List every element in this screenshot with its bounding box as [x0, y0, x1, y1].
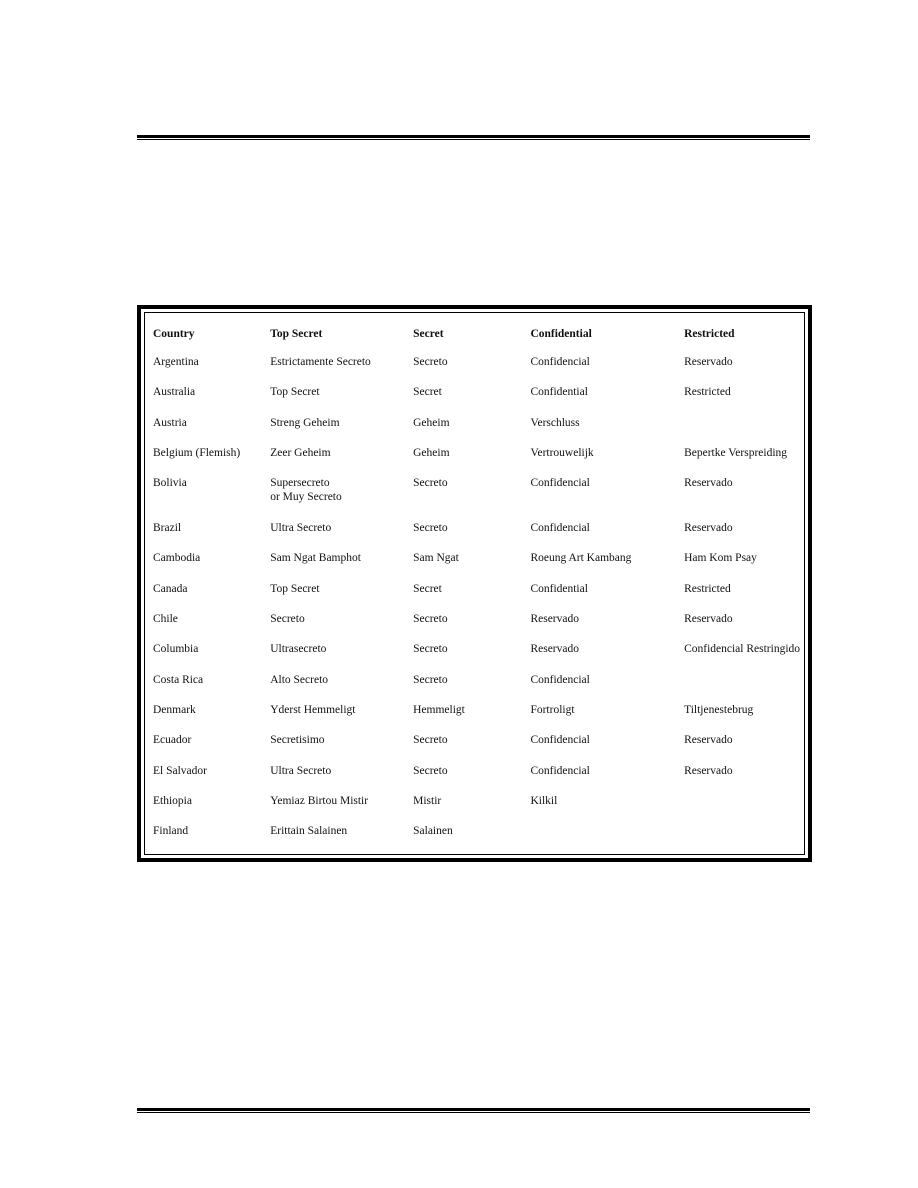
cell-line-1: Supersecreto — [270, 477, 330, 490]
table-cell: Reservado — [684, 734, 733, 747]
table-cell: Secreto — [270, 613, 305, 626]
header-country: Country — [153, 328, 195, 340]
table-header-row — [153, 323, 804, 355]
table-cell: Brazil — [153, 522, 182, 535]
table-cell: Belgium (Flemish) — [153, 446, 241, 459]
table-cell: Confidential — [530, 582, 588, 595]
table-cell: Finland — [153, 825, 189, 838]
table-cell: Secreto — [413, 673, 448, 686]
table-row — [153, 733, 804, 763]
table-cell: Geheim — [413, 446, 450, 459]
table-cell: Streng Geheim — [270, 416, 340, 429]
table-row — [153, 673, 804, 703]
table-cell: Reservado — [684, 477, 733, 490]
table-cell: Top Secret — [270, 582, 320, 595]
table-cell: Secreto — [413, 477, 448, 490]
table-cell: Yderst Hemmeligt — [270, 703, 356, 716]
table-cell: Argentina — [153, 356, 199, 368]
table-cell: Secreto — [413, 356, 448, 368]
table-cell: Confidential — [530, 386, 588, 399]
table-cell: Hemmeligt — [413, 703, 465, 716]
top-rule — [137, 135, 810, 140]
table-row — [153, 476, 804, 521]
table-cell: Roeung Art Kambang — [530, 552, 632, 565]
table-row — [153, 703, 804, 733]
table-cell: Restricted — [684, 386, 731, 399]
table-cell: Geheim — [413, 416, 450, 429]
table-cell: Sam Ngat — [413, 552, 459, 565]
table-cell: Salainen — [413, 825, 453, 838]
table-cell: Australia — [153, 386, 196, 399]
table-cell — [270, 476, 413, 521]
table-cell: Kilkil — [530, 794, 558, 807]
table-cell: Confidencial — [530, 477, 590, 490]
table-cell: Erittain Salainen — [270, 825, 348, 838]
table-cell — [684, 824, 804, 854]
table-cell: Secreto — [413, 522, 448, 535]
classification-table — [153, 323, 804, 854]
table-cell: Ultra Secreto — [270, 522, 332, 535]
table-cell: Zeer Geheim — [270, 446, 331, 459]
table-cell: Reservado — [530, 613, 579, 626]
table-cell: Secreto — [413, 764, 448, 777]
table-cell: Chile — [153, 613, 178, 626]
classification-table-border — [144, 312, 805, 855]
cell-line-2: or Muy Secreto — [270, 491, 342, 504]
table-cell: Verschluss — [530, 416, 580, 429]
table-cell: Ecuador — [153, 734, 192, 747]
table-cell: Ham Kom Psay — [684, 552, 757, 565]
table-row — [153, 355, 804, 385]
table-row — [153, 764, 804, 794]
table-cell: Secreto — [413, 613, 448, 626]
table-cell: Ultrasecreto — [270, 643, 327, 656]
table-cell: Reservado — [684, 356, 733, 368]
table-cell: Columbia — [153, 643, 199, 656]
table-cell: Confidencial — [530, 734, 590, 747]
table-cell: Tiltjenestebrug — [684, 703, 754, 716]
table-row — [153, 521, 804, 551]
table-cell: Canada — [153, 582, 188, 595]
table-row — [153, 642, 804, 672]
table-cell: Cambodia — [153, 552, 201, 565]
table-cell: Ultra Secreto — [270, 764, 332, 777]
classification-table-frame — [137, 305, 812, 862]
table-cell: Confidencial — [530, 673, 590, 686]
table-cell: Reservado — [684, 764, 733, 777]
table-cell: Reservado — [684, 613, 733, 626]
table-cell — [530, 824, 684, 854]
table-cell: El Salvador — [153, 764, 207, 777]
table-cell: Restricted — [684, 582, 731, 595]
table-cell: Austria — [153, 416, 187, 429]
table-cell: Confidencial — [530, 764, 590, 777]
table-cell: Bepertke Verspreiding — [684, 446, 788, 459]
table-row — [153, 824, 804, 854]
table-cell: Sam Ngat Bamphot — [270, 552, 361, 565]
table-cell: Confidencial — [530, 356, 590, 368]
bottom-rule — [137, 1108, 810, 1113]
table-cell: Secretisimo — [270, 734, 325, 747]
table-cell — [684, 794, 804, 824]
table-cell: Denmark — [153, 703, 196, 716]
table-row — [153, 582, 804, 612]
table-cell — [684, 673, 804, 703]
header-confidential: Confidential — [530, 328, 592, 340]
table-cell: Ethiopia — [153, 794, 192, 807]
table-cell: Secreto — [413, 643, 448, 656]
table-cell: Vertrouwelijk — [530, 446, 594, 459]
table-cell: Estrictamente Secreto — [270, 356, 371, 368]
table-cell: Reservado — [530, 643, 579, 656]
table-row — [153, 612, 804, 642]
table-cell — [684, 416, 804, 446]
table-cell: Alto Secreto — [270, 673, 329, 686]
table-cell: Secret — [413, 582, 442, 595]
table-cell: Fortroligt — [530, 703, 575, 716]
table-cell: Confidencial — [530, 522, 590, 535]
table-cell: Top Secret — [270, 386, 320, 399]
table-row — [153, 551, 804, 581]
table-cell: Confidencial Restringido — [684, 643, 801, 656]
table-cell: Mistir — [413, 794, 442, 807]
table-cell: Secret — [413, 386, 442, 399]
table-cell: Costa Rica — [153, 673, 204, 686]
table-cell: Yemiaz Birtou Mistir — [270, 794, 369, 807]
table-row — [153, 385, 804, 415]
table-cell: Bolivia — [153, 477, 187, 490]
table-cell: Secreto — [413, 734, 448, 747]
header-restricted: Restricted — [684, 328, 735, 340]
table-row — [153, 446, 804, 476]
header-secret: Secret — [413, 328, 444, 340]
table-row — [153, 794, 804, 824]
header-top-secret: Top Secret — [270, 328, 323, 340]
table-cell: Reservado — [684, 522, 733, 535]
table-row — [153, 416, 804, 446]
